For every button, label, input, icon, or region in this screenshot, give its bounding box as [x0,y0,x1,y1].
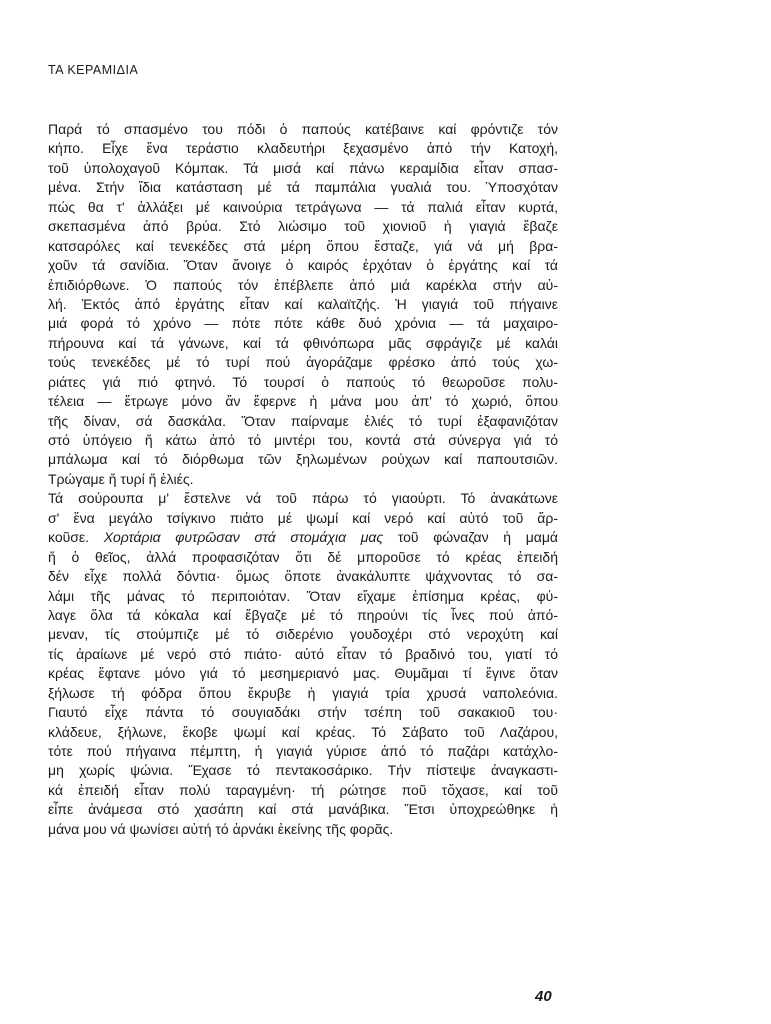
text-line: Παρά τό σπασμένο του πόδι ὁ παπούς κατέβαινε καί φρόντιζε τόν [48,121,558,137]
text-line: σ' ἕνα μεγάλο τσίγκινο πιάτο μέ ψωμί καί νερό καί αὐτό τοῦ ἄρ- [48,509,558,526]
text-line: μη χωρίς ψώνια. Ἔχασε τό πεντακοσάρικο. Τήν πίστεψε ἀναγκαστι- [48,762,558,779]
text-line: τότε πού πήγαινα πέμπτη, ἡ γιαγιά γύρισε ἀπό τό παζάρι κατάχλο- [48,743,558,759]
text-line: μεναν, τίς στούμπιζε μέ τό σιδερένιο γουδοχέρι στό νεροχύτη καί [48,626,558,643]
text-line: λαγε ὅλα τά κόκαλα καί ἔβγαζε μέ τό πηρούνι τίς ἶνες πού ἀπό- [48,606,558,623]
text-line: Τά σούρουπα μ' ἔστελνε νά τοῦ πάρω τό γιαούρτι. Τό ἀνακάτωνε [48,490,558,507]
text-line: πώς θα τ' ἀλλάξει μέ καινούρια τετράγωνα — τά παλιά εἶταν κυρτά, [48,198,558,215]
text-line: χοῦν τά σανίδια. Ὅταν ἄνοιγε ὁ καιρός ἐρχόταν ὁ ἐργάτης καί τά [48,257,558,274]
body-text [48,120,558,839]
text-line: κρέας ἔφτανε μόνο γιά τό μεσημεριανό μας. Θυμᾶμαι τί ἔγινε ὅταν [48,665,558,682]
text-line: ἤ ὁ θεῖος, ἀλλά προφασιζόταν ὅτι δέ μποροῦσε τό κρέας ἐπειδή [48,548,558,565]
text-line: μένα. Στήν ἴδια κατάσταση μέ τά παμπάλια γυαλιά του. Ὑποσχόταν [48,179,558,196]
text-line: κά ἐπειδή εἶταν πολύ ταραγμένη· τή ρώτησε ποῦ τὄχασε, καί τοῦ [48,781,558,798]
text-line: ἐπιδιόρθωνε. Ὁ παπούς τόν ἐπέβλεπε ἀπό μιά καρέκλα στήν αὐ- [48,276,558,293]
text-line: μάνα μου νά ψωνίσει αὐτή τό ἀρνάκι ἐκείνης τῆς φορᾶς. [48,820,394,837]
text-line: ξήλωσε τή φόδρα ὅπου ἔκρυβε ἡ γιαγιά τρία χρυσά ναπολεόνια. [48,684,558,701]
text-line: στό ὑπόγειο ἤ κάτω ἀπό τό μιντέρι του, κοντά στά σύνεργα γιά τό [48,432,558,448]
text-line: τῆς δίναν, σά δασκάλα. Ὅταν παίρναμε ἐλιές τό τυρί ἐξαφανιζόταν [48,412,558,429]
text-line: κήπο. Εἶχε ἕνα τεράστιο κλαδευτήρι ξεχασμένο ἀπό τήν Κατοχή, [48,140,558,157]
text-line: κατσαρόλες καί τενεκέδες στά μέρη ὅπου ἔσταζε, γιά νά μή βρα- [48,237,558,254]
page-number: 40 [535,988,552,1005]
text-line: Γιαυτό εἶχε πάντα τό σουγιαδάκι στήν τσέπη τοῦ σακακιοῦ του· [48,704,558,721]
text-line: ριάτες γιά πιό φτηνό. Τό τουρσί ὁ παπούς τό θεωροῦσε πολυ- [48,373,558,390]
text-line: λάμι τῆς μάνας τό περιποιόταν. Ὅταν εἴχαμε ἐπίσημα κρέας, φύ- [48,587,558,604]
text-line: τέλεια — ἔτρωγε μόνο ἄν ἔφερνε ἡ μάνα μου ἀπ' τό χωριό, ὅπου [48,393,558,410]
text-line: τοῦ ὑπολοχαγοῦ Κόμπακ. Τά μισά καί πάνω κεραμίδια εἶταν σπασ- [48,159,558,176]
text-line: δέν εἶχε πολλά δόντια· ὅμως ὅποτε ἀνακάλυπτε ψάχνοντας τό σα- [48,568,558,585]
text-fragment: κοῦσε. [48,529,90,546]
text-line: λή. Ἐκτός ἀπό ἐργάτης εἶταν καί καλαϊτζής. Ἡ γιαγιά τοῦ πήγαινε [48,295,558,312]
text-line: τούς τενεκέδες μέ τό τυρί πού ἀγοράζαμε φρέσκο ἀπό τούς χω- [48,354,558,371]
text-line: μπάλωμα καί τό διόρθωμα τῶν ξηλωμένων ρούχων καί παπουτσιῶν. [48,451,558,468]
text-line-with-italic [48,528,558,547]
text-line: εἶπε ἀνάμεσα στό χασάπη καί στά μανάβικα. Ἔτσι ὑποχρεώθηκε ἡ [48,801,558,818]
text-line: σκεπασμένα ἀπό βρύα. Στό λιώσιμο τοῦ χιονιοῦ ἡ γιαγιά ἔβαζε [48,218,558,235]
text-fragment: τοῦ φώναζαν ἡ μαμά [383,529,558,546]
italic-phrase: Χορτάρια φυτρῶσαν στά στομάχια μας [103,529,384,546]
text-line: Τρώγαμε ἤ τυρί ἤ ἐλιές. [48,470,194,487]
text-line: πήρουνα καί τά γάνωνε, καί τά φθινόπωρα μᾶς σφράγιζε μέ καλάι [48,334,558,351]
text-line: κλάδευε, ξήλωνε, ἔκοβε ψωμί καί κρέας. Τό Σάβατο τοῦ Λαζάρου, [48,723,558,740]
text-line: μιά φορά τό χρόνο — πότε πότε κάθε δυό χρόνια — τά μαχαιρο- [48,315,558,332]
running-title: ΤΑ ΚΕΡΑΜΙΔΙΑ [48,63,139,77]
text-line: τίς ἀραίωνε μέ νερό στό πιάτο· αὐτό εἶταν τό βραδινό του, γιατί τό [48,645,558,662]
